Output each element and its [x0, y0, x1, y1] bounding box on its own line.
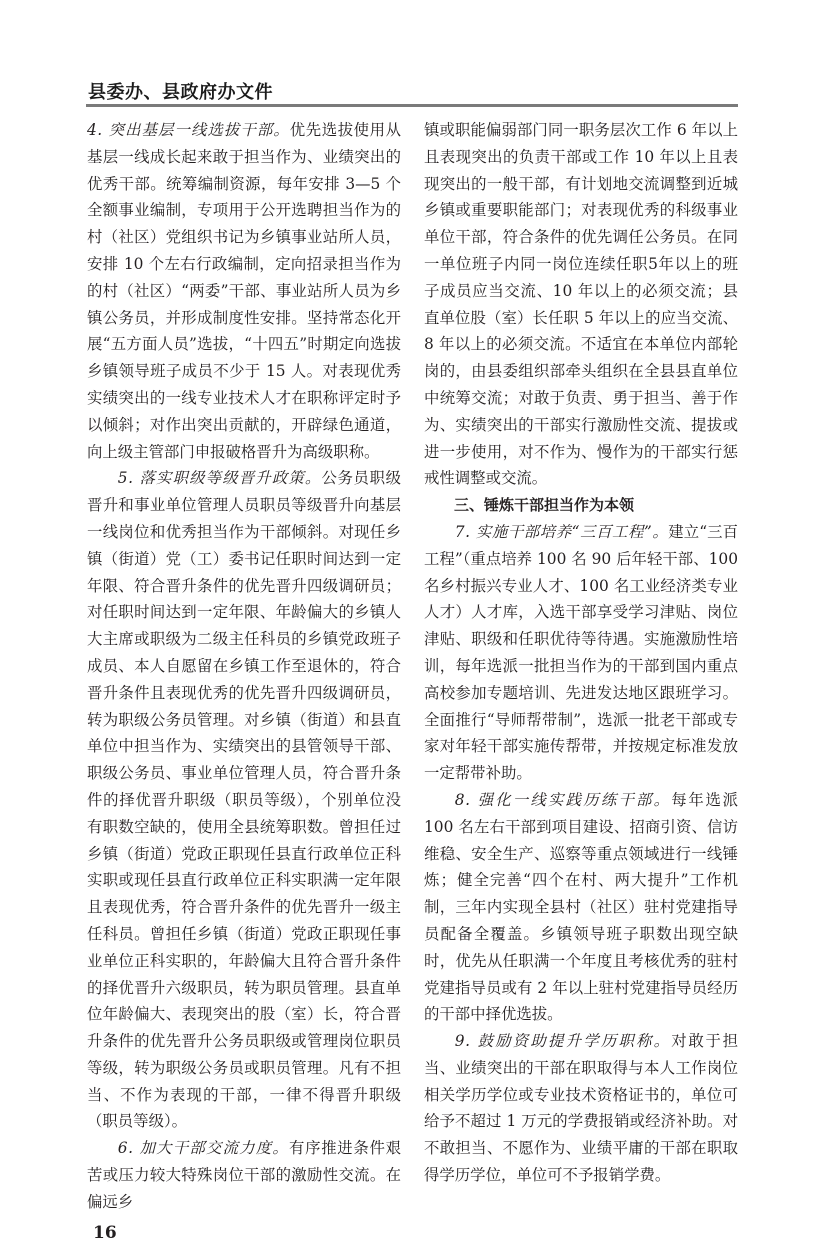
paragraph-body: 每年选派 100 名左右干部到项目建设、招商引资、信访维稳、安全生产、巡察等重点领域进行一线锤炼；健全完善“四个在村、两大提升”工作机制，三年内实现全县村（社区）驻村党建指导员配备全覆盖。乡镇领导班子职数出现空缺时，优先从任职满一个年度且考核优秀的驻村党建指导员或有 2 年以上驻村党建指导员经历的干部中择优选拔。: [424, 790, 738, 1024]
paragraph-4: [87, 117, 401, 465]
right-column: [424, 117, 738, 1189]
paragraph-6: [87, 1135, 401, 1215]
section-heading: 三、锤炼干部担当作为本领: [454, 496, 635, 515]
running-header-title: 县委办、县政府办文件: [88, 82, 273, 103]
paragraph-9: [424, 1028, 738, 1189]
paragraph-body: 公务员职级晋升和事业单位管理人员职员等级晋升向基层一线岗位和优秀担当作为干部倾斜。对现任乡镇（街道）党（工）委书记任职时间达到一定年限、符合晋升条件的优先晋升四级调研员；对任职时间达到一定年限、年龄偏大的乡镇人大主席或职级为二级主任科员的乡镇党政班子成员、本人自愿留在乡镇工作至退休的，符合晋升条件且表现优秀的优先晋升四级调研员，转为职级公务员管理。对乡镇（街道）和县直单位中担当作为、实绩突出的县管领导干部、职级公务员、事业单位管理人员，符合晋升条件的择优晋升职级（职员等级），个别单位没有职数空缺的，使用全县统筹职数。曾担任过乡镇（街道）党政正职现任县直行政单位正科实职或现任县直行政单位正科实职满一定年限且表现优秀，符合晋升条件的优先晋升一级主任科员。曾担任乡镇（街道）党政正职现任事业单位正科实职的，年龄偏大且符合晋升条件的择优晋升六级职员，转为职员管理。县直单位年龄偏大、表现突出的股（室）长，符合晋升条件的优先晋升公务员职级或管理岗位职员等级，转为职级公务员或职员管理。凡有不担当、不作为表现的干部，一律不得晋升职级（职员等级）。: [87, 469, 401, 1131]
paragraph-heading: 6. 加大干部交流力度。: [117, 1139, 289, 1158]
paragraph-heading: 7. 实施干部培养“三百工程”。: [454, 522, 669, 541]
paragraph-7: [424, 519, 738, 787]
paragraph-heading: 5. 落实职级等级晋升政策。: [117, 469, 322, 488]
paragraph-heading: 8. 强化一线实践历练干部。: [454, 790, 672, 809]
header-divider: [86, 104, 738, 107]
paragraph-heading: 4. 突出基层一线选拔干部。: [87, 121, 290, 139]
paragraph-5: [87, 465, 401, 1135]
paragraph-body: 对敢于担当、业绩突出的干部在职取得与本人工作岗位相关学历学位或专业技术资格证书的，单位可给予不超过 1 万元的学费报销或经济补助。对不敢担当、不愿作为、业绩平庸的干部在职取得学历学位，单位可不予报销学费。: [424, 1032, 738, 1185]
paragraph-body: 建立“三百工程”（重点培养 100 名 90 后年轻干部、100 名乡村振兴专业人才、100 名工业经济类专业人才）人才库，入选干部享受学习津贴、岗位津贴、职级和任职优待等待遇。实施激励性培训，每年选派一批担当作为的干部到国内重点高校参加专题培训、先进发达地区跟班学习。全面推行“导师帮带制”，选派一批老干部或专家对年轻干部实施传帮带，并按规定标准发放一定帮带补助。: [424, 522, 738, 783]
left-column: [87, 117, 401, 1244]
paragraph-6-continued: 镇或职能偏弱部门同一职务层次工作 6 年以上且表现突出的负责干部或工作 10 年以上且表现突出的一般干部，有计划地交流调整到近城乡镇或重要职能部门；对表现优秀的科级事业单位干部，符合条件的优先调任公务员。在同一单位班子内同一岗位连续任职5年以上的班子成员应当交流、10 年以上的必须交流；县直单位股（室）长任职 5 年以上的应当交流、8 年以上的必须交流。不适宜在本单位内部轮岗的，由县委组织部牵头组织在全县县直单位中统筹交流；对敢于负责、勇于担当、善于作为、实绩突出的干部实行激励性交流、提拔或进一步使用，对不作为、慢作为的干部实行惩戒性调整或交流。: [424, 121, 738, 488]
paragraph-body: 优先选拔使用从基层一线成长起来敢于担当作为、业绩突出的优秀干部。统筹编制资源，每年安排 3—5 个全额事业编制，专项用于公开选聘担当作为的村（社区）党组织书记为乡镇事业站所人员，安排 10 个左右行政编制，定向招录担当作为的村（社区）“两委”干部、事业站所人员为乡镇公务员，并形成制度性安排。坚持常态化开展“五方面人员”选拔，“十四五”时期定向选拔乡镇领导班子成员不少于 15 人。对表现优秀实绩突出的一线专业技术人才在职称评定时予以倾斜；对作出突出贡献的，开辟绿色通道，向上级主管部门申报破格晋升为高级职称。: [87, 121, 401, 461]
paragraph-body: 有序推进条件艰苦或压力较大特殊岗位干部的激励性交流。在偏远乡: [87, 1139, 401, 1211]
paragraph-heading: 9. 鼓励资助提升学历职称。: [454, 1032, 672, 1051]
paragraph-8: [424, 787, 738, 1028]
page-number: 16: [93, 1222, 117, 1243]
